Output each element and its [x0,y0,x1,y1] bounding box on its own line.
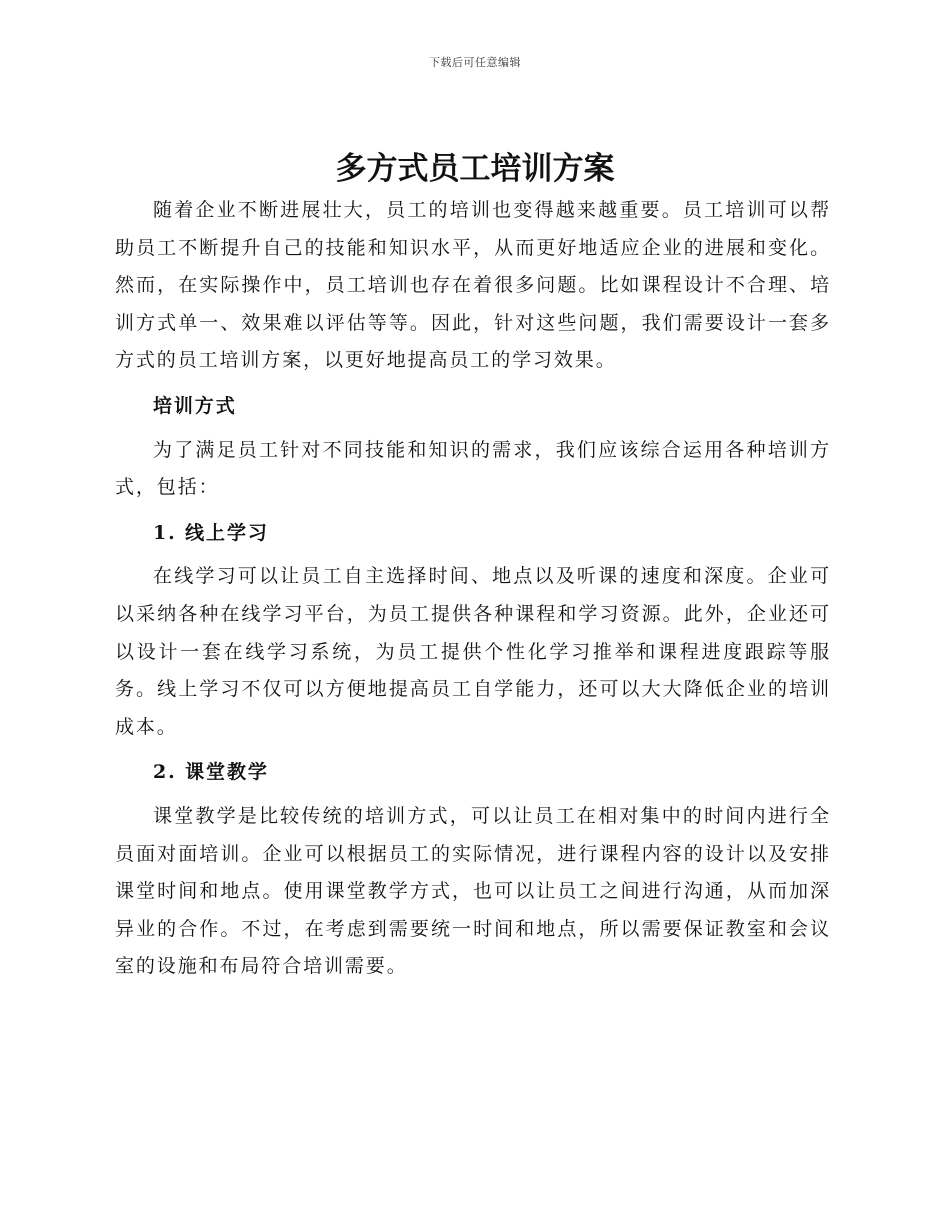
intro-paragraph: 随着企业不断进展壮大，员工的培训也变得越来越重要。员工培训可以帮助员工不断提升自己的技能和知识水平，从而更好地适应企业的进展和变化。然而，在实际操作中，员工培训也存在着很多问题。比如课程设计不合理、培训方式单一、效果难以评估等等。因此，针对这些问题，我们需要设计一套多方式的员工培训方案，以更好地提高员工的学习效果。 [115,199,831,372]
subsection-heading-online-learning: 1. 线上学习 [153,521,269,544]
header-note: 下载后可任意编辑 [429,56,521,69]
subsection-heading-classroom-teaching: 2. 课堂教学 [153,761,269,784]
online-learning-paragraph: 在线学习可以让员工自主选择时间、地点以及听课的速度和深度。企业可以采纳各种在线学习平台，为员工提供各种课程和学习资源。此外，企业还可以设计一套在线学习系统，为员工提供个性化学习推举和课程进度跟踪等服务。线上学习不仅可以方便地提高员工自学能力，还可以大大降低企业的培训成本。 [115,565,831,738]
section-intro-paragraph: 为了满足员工针对不同技能和知识的需求，我们应该综合运用各种培训方式，包括： [115,438,831,499]
document-title: 多方式员工培训方案 [335,151,615,187]
document-body [115,192,831,986]
section-heading: 培训方式 [153,394,237,417]
classroom-teaching-paragraph: 课堂教学是比较传统的培训方式，可以让员工在相对集中的时间内进行全员面对面培训。企业可以根据员工的实际情况，进行课程内容的设计以及安排课堂时间和地点。使用课堂教学方式，也可以让员工之间进行沟通，从而加深异业的合作。不过，在考虑到需要统一时间和地点，所以需要保证教室和会议室的设施和布局符合培训需要。 [115,804,831,978]
